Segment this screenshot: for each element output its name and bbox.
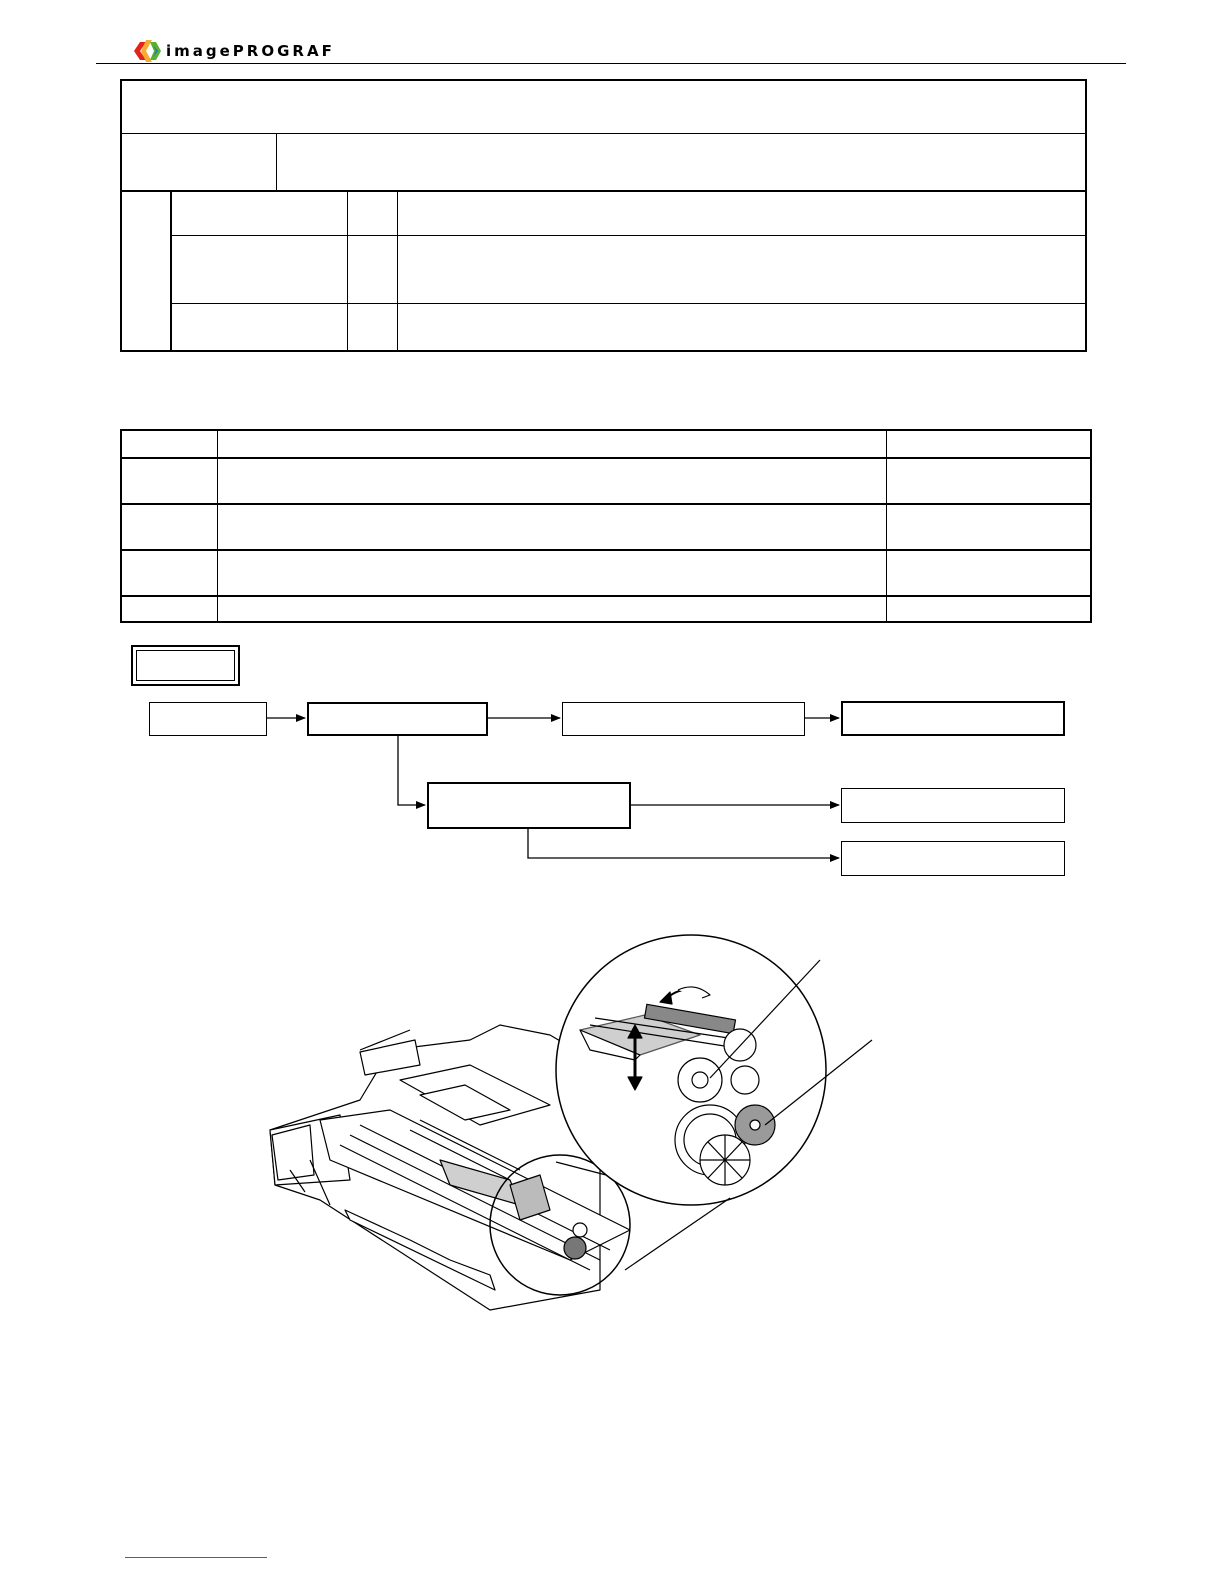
footer-link-underline[interactable] bbox=[125, 1557, 267, 1558]
brand-name: imagePROGRAF bbox=[166, 42, 335, 60]
mechanism-illustration bbox=[250, 930, 900, 1320]
